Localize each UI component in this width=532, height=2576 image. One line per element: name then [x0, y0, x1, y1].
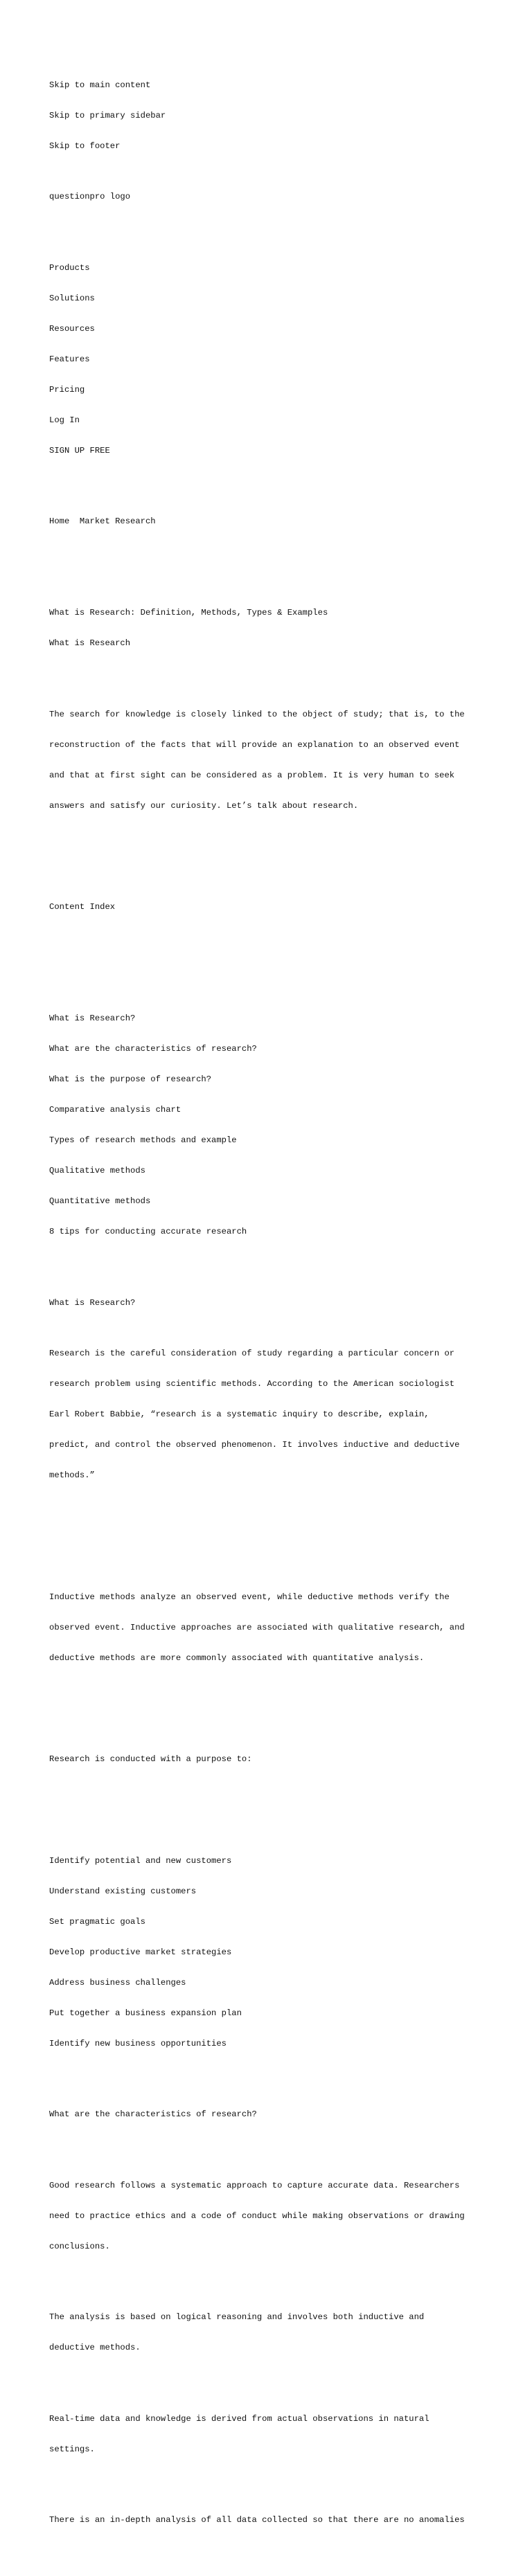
- list-item: Set pragmatic goals: [49, 1916, 145, 1927]
- skip-to-primary-sidebar-link[interactable]: Skip to primary sidebar: [49, 110, 166, 120]
- content-index-item[interactable]: 8 tips for conducting accurate research: [49, 1227, 247, 1237]
- list-item: [49, 2292, 520, 2373]
- nav-solutions[interactable]: Solutions: [49, 293, 95, 303]
- paragraph-line: methods.”: [49, 1470, 95, 1480]
- skip-to-footer-link[interactable]: Skip to footer: [49, 141, 121, 151]
- content-index-item[interactable]: Types of research methods and example: [49, 1135, 237, 1146]
- section-heading-characteristics: What are the characteristics of research?: [49, 2109, 257, 2120]
- list-item: Put together a business expansion plan: [49, 2008, 242, 2018]
- list-item: [49, 2160, 520, 2271]
- nav-pricing[interactable]: Pricing: [49, 384, 85, 395]
- intro-line: reconstruction of the facts that will provide an explanation to an observed event: [49, 739, 460, 750]
- paragraph-line: Earl Robert Babbie, “research is a systematic inquiry to describe, explain,: [49, 1409, 429, 1419]
- nav-products[interactable]: Products: [49, 262, 90, 273]
- paragraph-line: Inductive methods analyze an observed event, while deductive methods verify the: [49, 1592, 450, 1602]
- breadcrumb-market-research-link[interactable]: Market Research: [79, 516, 156, 527]
- list-item: Identify potential and new customers: [49, 1855, 232, 1866]
- content-index-item[interactable]: What are the characteristics of research?: [49, 1044, 257, 1054]
- content-index-item[interactable]: Quantitative methods: [49, 1196, 151, 1207]
- list-item-line: conclusions.: [49, 2241, 110, 2251]
- purpose-lead: Research is conducted with a purpose to:: [49, 1754, 252, 1765]
- list-item-line: Good research follows a systematic approach to capture accurate data. Researchers: [49, 2180, 460, 2190]
- intro-line: and that at first sight can be considered as a problem. It is very human to seek: [49, 770, 455, 780]
- list-item: [49, 2495, 520, 2546]
- intro-line: The search for knowledge is closely linked to the object of study; that is, to the: [49, 709, 465, 719]
- nav-features[interactable]: Features: [49, 354, 90, 364]
- paragraph-line: Research is the careful consideration of study regarding a particular concern or: [49, 1348, 455, 1358]
- section-heading-what-is-research: What is Research?: [49, 1297, 136, 1308]
- logo-link[interactable]: questionpro logo: [49, 192, 131, 202]
- main-nav: [49, 242, 520, 476]
- content-index-item[interactable]: What is Research?: [49, 1014, 136, 1024]
- breadcrumb: [49, 516, 520, 527]
- paragraph-line: research problem using scientific methods. According to the American sociologist: [49, 1378, 455, 1389]
- characteristics-list: [49, 2140, 520, 2566]
- list-item: Develop productive market strategies: [49, 1947, 232, 1957]
- intro-paragraph: [49, 689, 520, 831]
- paragraph-line: deductive methods are more commonly associated with quantitative analysis.: [49, 1652, 425, 1663]
- content-index-item[interactable]: Comparative analysis chart: [49, 1105, 181, 1115]
- page-title: What is Research: Definition, Methods, Types & Examples: [49, 608, 328, 618]
- list-item-line: settings.: [49, 2444, 95, 2454]
- list-item-line: There is an in-depth analysis of all data collected so that there are no anomalies: [49, 2515, 465, 2525]
- breadcrumb-home-link[interactable]: Home: [49, 516, 70, 527]
- paragraph-line: predict, and control the observed phenomenon. It involves inductive and deductive: [49, 1439, 460, 1450]
- content-index-label[interactable]: Content Index: [49, 902, 116, 912]
- list-item-line: deductive methods.: [49, 2343, 141, 2353]
- content-index-item[interactable]: Qualitative methods: [49, 1166, 145, 1176]
- list-item: [49, 2394, 520, 2475]
- paragraph-line: observed event. Inductive approaches are associated with qualitative research, and: [49, 1622, 465, 1632]
- list-item-line: Real-time data and knowledge is derived from actual observations in natural: [49, 2413, 429, 2424]
- nav-log-in[interactable]: Log In: [49, 415, 80, 425]
- nav-resources[interactable]: Resources: [49, 323, 95, 334]
- section1-paragraph-1: [49, 1328, 520, 1501]
- nav-sign-up-free[interactable]: SIGN UP FREE: [49, 445, 110, 456]
- list-item-line: The analysis is based on logical reasoning and involves both inductive and: [49, 2312, 425, 2323]
- list-item-line: need to practice ethics and a code of conduct while making observations or drawing: [49, 2210, 465, 2221]
- purpose-list: [49, 1835, 520, 2069]
- list-item: Identify new business opportunities: [49, 2038, 227, 2048]
- list-item: Understand existing customers: [49, 1886, 197, 1896]
- content-index-item[interactable]: What is the purpose of research?: [49, 1074, 212, 1085]
- content-index-list: [49, 993, 520, 1257]
- intro-line: answers and satisfy our curiosity. Let’s talk about research.: [49, 800, 359, 811]
- skip-to-main-content-link[interactable]: Skip to main content: [49, 80, 151, 90]
- section1-paragraph-2: [49, 1571, 520, 1683]
- page-subtitle: What is Research: [49, 638, 131, 649]
- breadcrumb-separator: [69, 516, 80, 526]
- page-content: [49, 50, 520, 2576]
- list-item: Address business challenges: [49, 1977, 186, 1988]
